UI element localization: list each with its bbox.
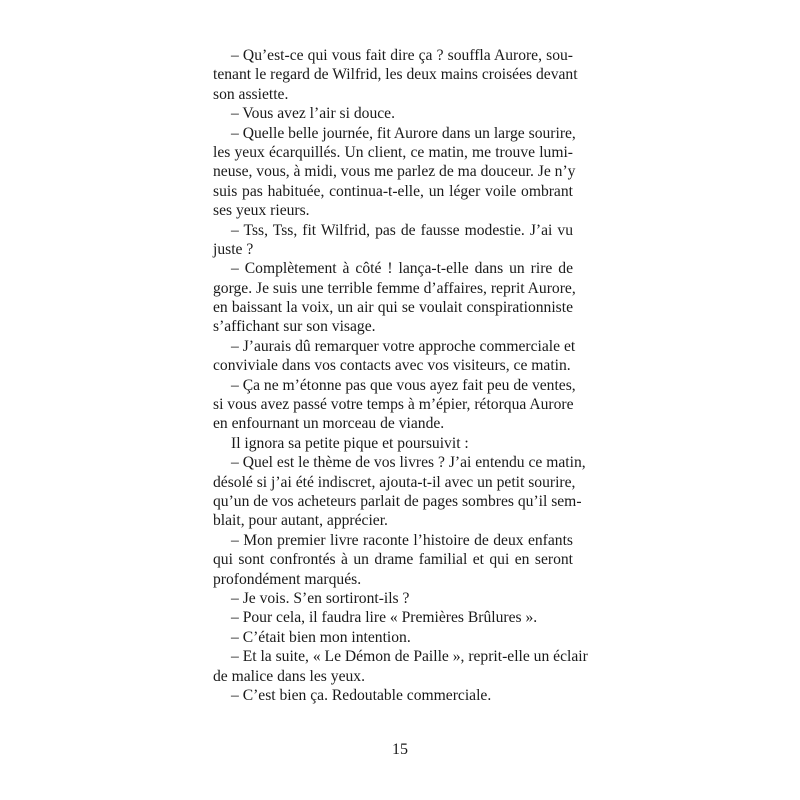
text-line: suis pas habituée, continua-t-elle, un léger voile ombrant bbox=[213, 182, 573, 200]
text-line: – C’est bien ça. Redoutable commerciale. bbox=[231, 686, 492, 704]
text-line: – Je vois. S’en sortiront-ils ? bbox=[231, 589, 410, 607]
text-line: les yeux écarquillés. Un client, ce matin, me trouve lumi- bbox=[213, 143, 573, 161]
text-line: s’affichant sur son visage. bbox=[213, 318, 376, 336]
text-line: – Vous avez l’air si douce. bbox=[231, 105, 395, 123]
text-line: – J’aurais dû remarquer votre approche commerciale et bbox=[231, 337, 576, 355]
text-line: profondément marqués. bbox=[213, 570, 362, 588]
text-line: en enfournant un morceau de viande. bbox=[213, 415, 445, 433]
text-line: – Mon premier livre raconte l’histoire de deux enfants bbox=[231, 531, 573, 549]
text-line: conviviale dans vos contacts avec vos visiteurs, ce matin. bbox=[213, 357, 571, 375]
text-line: qui sont confrontés à un drame familial et qui en seront bbox=[213, 551, 573, 569]
text-line: neuse, vous, à midi, vous me parlez de ma douceur. Je n’y bbox=[213, 163, 576, 181]
text-line: – Ça ne m’étonne pas que vous ayez fait peu de ventes, bbox=[231, 376, 576, 394]
text-line: juste ? bbox=[213, 240, 254, 258]
text-line: – Qu’est-ce qui vous fait dire ça ? souffla Aurore, sou- bbox=[231, 47, 573, 64]
text-line: en baissant la voix, un air qui se voulait conspirationniste bbox=[213, 299, 573, 317]
text-line: – Complètement à côté ! lança-t-elle dans un rire de bbox=[231, 260, 573, 278]
text-line: tenant le regard de Wilfrid, les deux mains croisées devant bbox=[213, 66, 578, 84]
text-line: gorge. Je suis une terrible femme d’affaires, reprit Aurore, bbox=[213, 279, 576, 297]
text-line: – Pour cela, il faudra lire « Premières Brûlures ». bbox=[231, 609, 538, 627]
text-line: si vous avez passé votre temps à m’épier, rétorqua Aurore bbox=[213, 396, 574, 414]
text-line: – Quel est le thème de vos livres ? J’ai entendu ce matin, bbox=[231, 454, 586, 472]
text-line: qu’un de vos acheteurs parlait de pages sombres qu’il sem- bbox=[213, 492, 582, 510]
text-line: – C’était bien mon intention. bbox=[231, 628, 411, 646]
text-line: – Tss, Tss, fit Wilfrid, pas de fausse modestie. J’ai vu bbox=[231, 221, 573, 239]
text-line: Il ignora sa petite pique et poursuivit : bbox=[231, 434, 469, 452]
text-line: blait, pour autant, apprécier. bbox=[213, 512, 388, 530]
page-number: 15 bbox=[392, 741, 408, 758]
text-line: de malice dans les yeux. bbox=[213, 667, 365, 685]
body-text bbox=[213, 46, 588, 705]
text-line: désolé si j’ai été indiscret, ajouta-t-il avec un petit sourire, bbox=[213, 473, 576, 491]
text-line: ses yeux rieurs. bbox=[213, 202, 310, 220]
text-line: – Et la suite, « Le Démon de Paille », reprit-elle un éclair bbox=[231, 648, 588, 666]
text-line: son assiette. bbox=[213, 85, 289, 103]
text-line: – Quelle belle journée, fit Aurore dans un large sourire, bbox=[231, 124, 576, 142]
